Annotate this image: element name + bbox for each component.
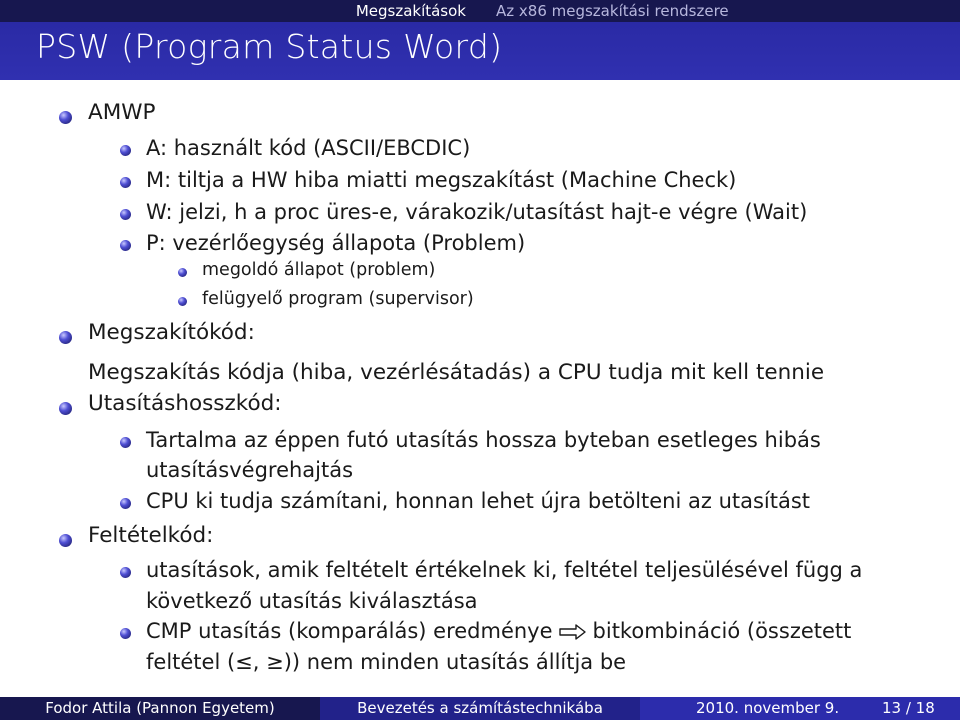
list-item: megoldó állapot (problem) — [202, 260, 436, 280]
bullet-icon — [120, 145, 131, 156]
list-item-text: CMP utasítás (komparálás) eredménye — [146, 619, 553, 643]
slide-title: PSW (Program Status Word) — [36, 27, 503, 66]
list-item: Megszakítás kódja (hiba, vezérlésátadás) a CPU tudja mit kell tennie — [88, 360, 825, 385]
list-item: következő utasítás kiválasztása — [146, 589, 478, 613]
section-navigation-bar — [0, 0, 960, 22]
footer-date: 2010. november 9. — [696, 699, 840, 717]
list-item: Tartalma az éppen futó utasítás hossza byteban esetleges hibás — [146, 428, 821, 452]
list-item: M: tiltja a HW hiba miatti megszakítást (Machine Check) — [146, 168, 737, 192]
bullet-icon — [120, 209, 131, 220]
bullet-icon — [120, 628, 131, 639]
bullet-icon — [59, 402, 72, 415]
bullet-icon — [120, 498, 131, 509]
footer-course: Bevezetés a számítástechnikába — [320, 697, 640, 720]
bullet-icon — [178, 268, 187, 277]
slide-header — [0, 0, 960, 80]
list-item: W: jelzi, h a proc üres-e, várakozik/utasítást hajt-e végre (Wait) — [146, 200, 808, 224]
bullet-icon — [178, 297, 187, 306]
list-item: A: használt kód (ASCII/EBCDIC) — [146, 136, 471, 160]
bullet-icon — [59, 331, 72, 344]
list-item: P: vezérlőegység állapota (Problem) — [146, 231, 526, 255]
list-item: CPU ki tudja számítani, honnan lehet újra betölteni az utasítást — [146, 489, 811, 513]
slide-footer — [0, 697, 960, 720]
bullet-icon — [120, 177, 131, 188]
list-item-text: bitkombináció (összetett — [592, 619, 852, 643]
list-item: felügyelő program (supervisor) — [202, 289, 474, 309]
section-link-current[interactable]: Megszakítások — [355, 2, 466, 20]
bullet-icon — [120, 240, 131, 251]
list-item: feltétel (≤, ≥)) nem minden utasítás állítja be — [146, 650, 627, 674]
page-number: 13 / 18 — [882, 699, 935, 717]
bullet-icon — [59, 111, 72, 124]
list-item: utasításvégrehajtás — [146, 458, 354, 482]
list-item: utasítások, amik feltételt értékelnek ki, feltétel teljesülésével függ a — [146, 558, 863, 582]
list-item: AMWP — [88, 100, 156, 125]
bullet-icon — [120, 567, 131, 578]
implies-arrow-icon — [559, 624, 587, 640]
list-item: Feltételkód: — [88, 523, 214, 548]
list-item: Megszakítókód: — [88, 320, 255, 345]
subsection-link[interactable]: Az x86 megszakítási rendszere — [496, 2, 729, 20]
list-item — [146, 619, 851, 643]
list-item: Utasításhosszkód: — [88, 391, 282, 416]
footer-right — [640, 697, 960, 720]
bullet-icon — [120, 437, 131, 448]
footer-author: Fodor Attila (Pannon Egyetem) — [0, 697, 320, 720]
bullet-icon — [59, 534, 72, 547]
